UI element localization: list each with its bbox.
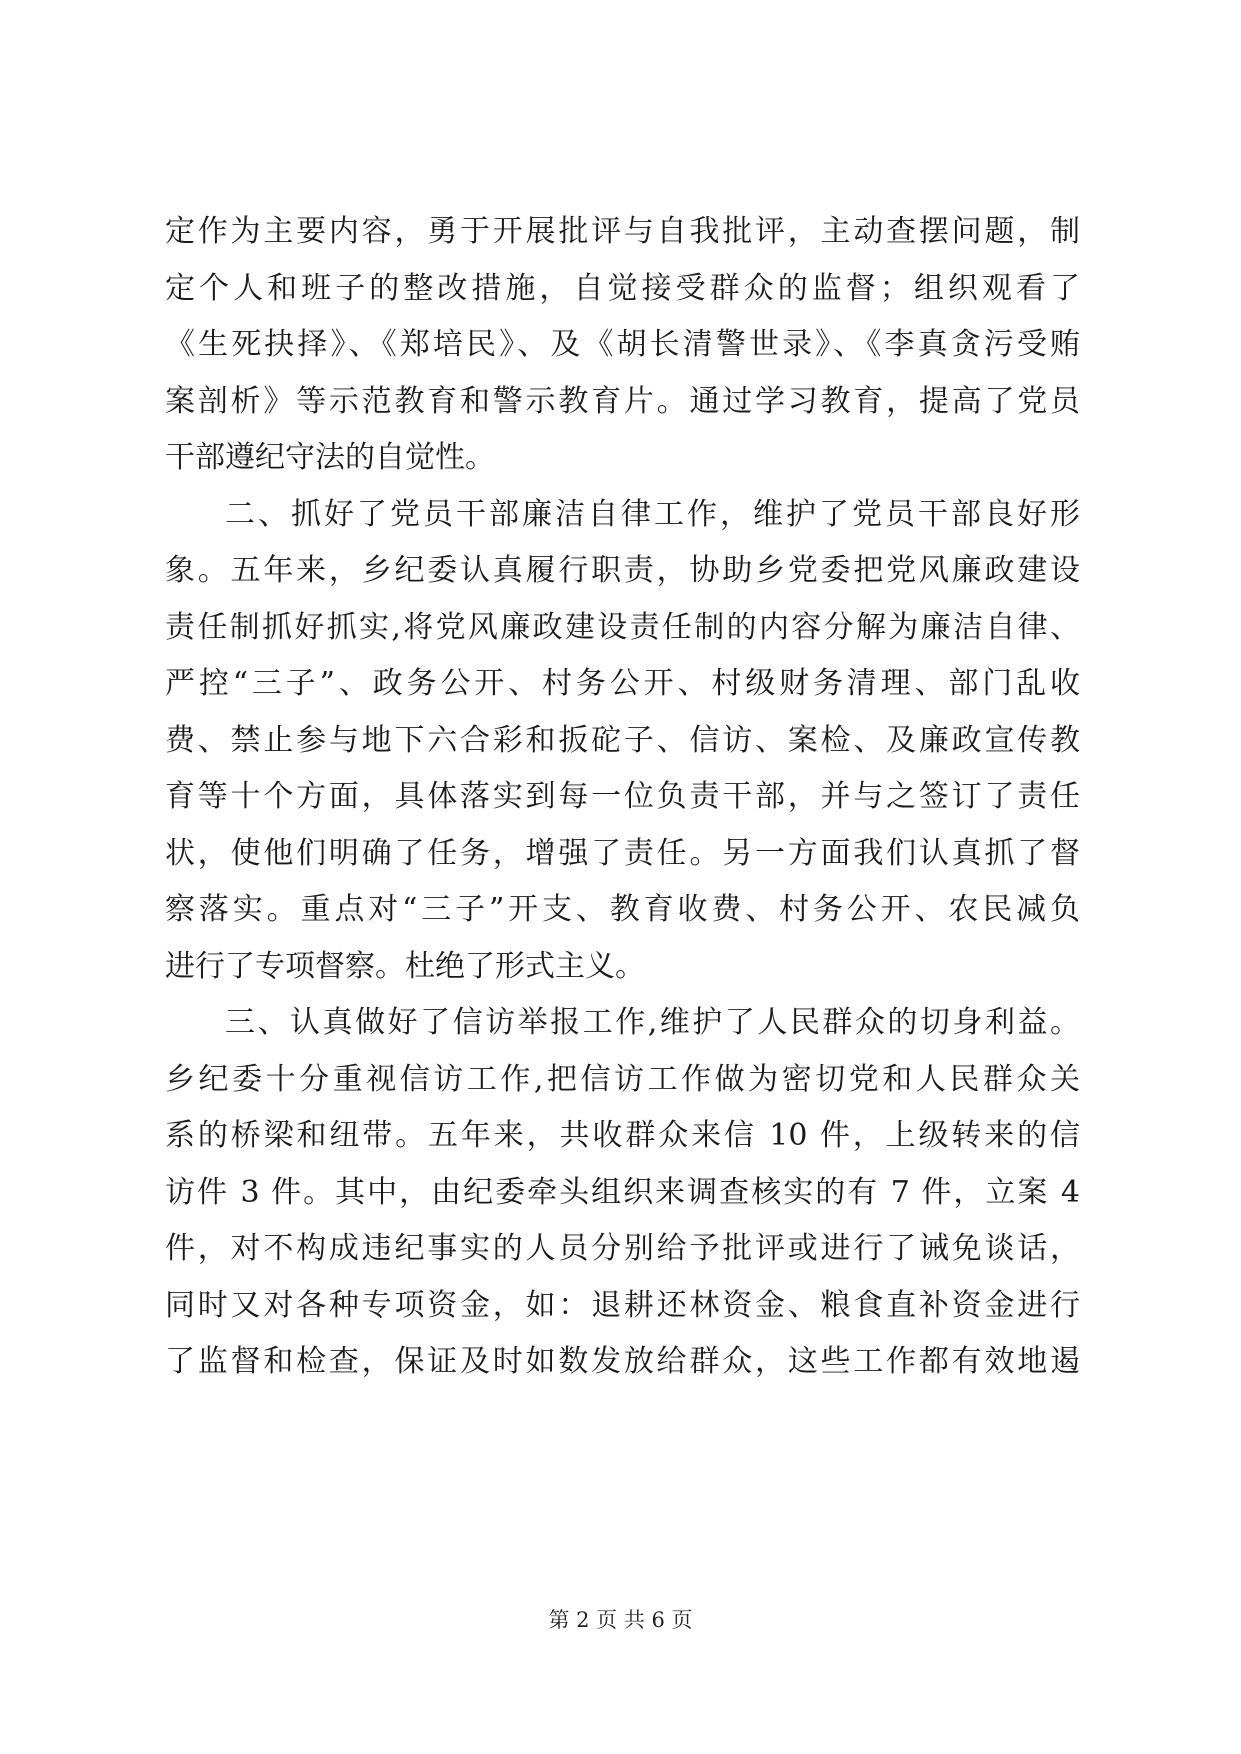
- text-line: 了监督和检查，保证及时如数发放给群众，这些工作都有效地遏: [165, 1344, 1080, 1379]
- text-line: 同时又对各种专项资金，如：退耕还林资金、粮食直补资金进行: [165, 1287, 1080, 1323]
- text-line: 三、认真做好了信访举报工作,维护了人民群众的切身利益。: [225, 1005, 1080, 1040]
- text-line: 二、抓好了党员干部廉洁自律工作，维护了党员干部良好形: [225, 496, 1080, 532]
- text-line: 察落实。重点对“三子”开支、教育收费、村务公开、农民减负: [165, 892, 1080, 927]
- text-line: 定作为主要内容，勇于开展批评与自我批评，主动查摆问题，制: [165, 214, 1080, 249]
- text-line: 《生死抉择》、《郑培民》、及《胡长清警世录》、《李真贪污受贿: [165, 327, 1080, 362]
- text-line: 干部遵纪守法的自觉性。: [165, 440, 495, 475]
- text-line: 费、禁止参与地下六合彩和扳砣子、信访、案检、及廉政宣传教: [165, 722, 1080, 758]
- text-line: 系的桥梁和纽带。五年来，共收群众来信 10 件，上级转来的信: [165, 1118, 1080, 1153]
- text-line: 乡纪委十分重视信访工作,把信访工作做为密切党和人民群众关: [165, 1061, 1080, 1097]
- text-line: 象。五年来，乡纪委认真履行职责，协助乡党委把党风廉政建设: [165, 553, 1080, 588]
- text-line: 案剖析》等示范教育和警示教育片。通过学习教育，提高了党员: [165, 383, 1080, 419]
- page-footer: 第 2 页 共 6 页: [548, 1608, 693, 1632]
- text-line: 定个人和班子的整改措施，自觉接受群众的监督；组织观看了: [165, 270, 1080, 306]
- text-line: 责任制抓好抓实,将党风廉政建设责任制的内容分解为廉洁自律、: [165, 609, 1080, 645]
- text-line: 育等十个方面，具体落实到每一位负责干部，并与之签订了责任: [165, 779, 1080, 814]
- text-line: 严控“三子”、政务公开、村务公开、村级财务清理、部门乱收: [165, 666, 1080, 701]
- text-line: 进行了专项督察。杜绝了形式主义。: [165, 948, 645, 984]
- text-line: 状，使他们明确了任务，增强了责任。另一方面我们认真抓了督: [165, 835, 1080, 871]
- text-line: 件，对不构成违纪事实的人员分别给予批评或进行了诫免谈话，: [165, 1231, 1080, 1266]
- text-line: 访件 3 件。其中，由纪委牵头组织来调查核实的有 7 件，立案 4: [165, 1174, 1080, 1210]
